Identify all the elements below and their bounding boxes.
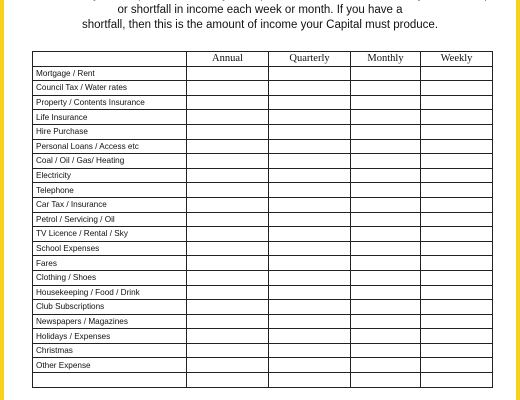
entry-cell-quarterly[interactable]: [269, 241, 351, 256]
entry-cell-monthly[interactable]: [351, 212, 421, 227]
entry-cell-weekly[interactable]: [421, 124, 493, 139]
entry-cell-monthly[interactable]: [351, 110, 421, 125]
entry-cell-monthly[interactable]: [351, 66, 421, 81]
table-row: [33, 110, 493, 125]
entry-cell-quarterly[interactable]: [269, 343, 351, 358]
table-row: [33, 168, 493, 183]
entry-cell-quarterly[interactable]: [269, 154, 351, 169]
entry-cell-weekly[interactable]: [421, 183, 493, 198]
row-label: Club Subscriptions: [33, 300, 187, 315]
row-label: Life Insurance: [33, 110, 187, 125]
table-row: [33, 329, 493, 344]
expenditure-table: [32, 51, 493, 388]
row-label: Clothing / Shoes: [33, 270, 187, 285]
table-row: [33, 256, 493, 271]
entry-cell-quarterly[interactable]: [269, 314, 351, 329]
entry-cell-monthly[interactable]: [351, 227, 421, 242]
table-row: [33, 81, 493, 96]
entry-cell-annual[interactable]: [187, 154, 269, 169]
entry-cell-quarterly[interactable]: [269, 270, 351, 285]
row-label: Coal / Oil / Gas/ Heating: [33, 154, 187, 169]
row-label: Telephone: [33, 183, 187, 198]
row-label: Property / Contents Insurance: [33, 95, 187, 110]
entry-cell-annual[interactable]: [187, 285, 269, 300]
row-label: Housekeeping / Food / Drink: [33, 285, 187, 300]
entry-cell-quarterly[interactable]: [269, 373, 351, 388]
entry-cell-quarterly[interactable]: [269, 183, 351, 198]
entry-cell-quarterly[interactable]: [269, 139, 351, 154]
entry-cell-monthly[interactable]: [351, 139, 421, 154]
entry-cell-quarterly[interactable]: [269, 256, 351, 271]
entry-cell-weekly[interactable]: [421, 373, 493, 388]
entry-cell-weekly[interactable]: [421, 168, 493, 183]
entry-cell-annual[interactable]: [187, 124, 269, 139]
table-row: [33, 285, 493, 300]
row-label: Newspapers / Magazines: [33, 314, 187, 329]
table-row: [33, 183, 493, 198]
entry-cell-quarterly[interactable]: [269, 81, 351, 96]
entry-cell-quarterly[interactable]: [269, 300, 351, 315]
row-label: Personal Loans / Access etc: [33, 139, 187, 154]
table-row: [33, 314, 493, 329]
entry-cell-monthly[interactable]: [351, 168, 421, 183]
instructions-line-3: shortfall, then this is the amount of income your Capital must produce.: [81, 19, 439, 31]
entry-cell-annual[interactable]: [187, 227, 269, 242]
table-row: [33, 95, 493, 110]
entry-cell-annual[interactable]: [187, 343, 269, 358]
entry-cell-annual[interactable]: [187, 329, 269, 344]
row-label: [33, 373, 187, 388]
row-label: Petrol / Servicing / Oil: [33, 212, 187, 227]
entry-cell-monthly[interactable]: [351, 300, 421, 315]
entry-cell-monthly[interactable]: [351, 343, 421, 358]
header-blank-cell: [33, 52, 187, 67]
instructions-line-2: or shortfall in income each week or month. If you have a: [117, 4, 403, 16]
table-row: [33, 227, 493, 242]
table-row: [33, 241, 493, 256]
entry-cell-weekly[interactable]: [421, 110, 493, 125]
entry-cell-weekly[interactable]: [421, 197, 493, 212]
entry-cell-annual[interactable]: [187, 95, 269, 110]
table-row: [33, 300, 493, 315]
entry-cell-weekly[interactable]: [421, 227, 493, 242]
table-body: [33, 66, 493, 387]
row-label: Mortgage / Rent: [33, 66, 187, 81]
entry-cell-annual[interactable]: [187, 373, 269, 388]
header-monthly: Monthly: [351, 52, 421, 67]
entry-cell-monthly[interactable]: [351, 314, 421, 329]
entry-cell-weekly[interactable]: [421, 358, 493, 373]
entry-cell-weekly[interactable]: [421, 154, 493, 169]
entry-cell-quarterly[interactable]: [269, 168, 351, 183]
table-row: [33, 139, 493, 154]
entry-cell-quarterly[interactable]: [269, 66, 351, 81]
entry-cell-quarterly[interactable]: [269, 124, 351, 139]
row-label: Hire Purchase: [33, 124, 187, 139]
entry-cell-monthly[interactable]: [351, 256, 421, 271]
table-row: [33, 212, 493, 227]
entry-cell-weekly[interactable]: [421, 300, 493, 315]
table-header-row: [33, 52, 493, 67]
instructions-text: [4, 0, 516, 33]
entry-cell-annual[interactable]: [187, 314, 269, 329]
table-row: [33, 66, 493, 81]
entry-cell-annual[interactable]: [187, 256, 269, 271]
row-label: School Expenses: [33, 241, 187, 256]
entry-cell-monthly[interactable]: [351, 285, 421, 300]
entry-cell-weekly[interactable]: [421, 270, 493, 285]
row-label: Council Tax / Water rates: [33, 81, 187, 96]
entry-cell-monthly[interactable]: [351, 124, 421, 139]
table-row: [33, 270, 493, 285]
entry-cell-monthly[interactable]: [351, 373, 421, 388]
entry-cell-quarterly[interactable]: [269, 329, 351, 344]
entry-cell-quarterly[interactable]: [269, 110, 351, 125]
entry-cell-quarterly[interactable]: [269, 197, 351, 212]
entry-cell-annual[interactable]: [187, 139, 269, 154]
row-label: Car Tax / Insurance: [33, 197, 187, 212]
entry-cell-weekly[interactable]: [421, 314, 493, 329]
table-row: [33, 358, 493, 373]
table-row: [33, 373, 493, 388]
entry-cell-annual[interactable]: [187, 110, 269, 125]
table-row: [33, 124, 493, 139]
row-label: Other Expense: [33, 358, 187, 373]
row-label: TV Licence / Rental / Sky: [33, 227, 187, 242]
entry-cell-weekly[interactable]: [421, 285, 493, 300]
entry-cell-monthly[interactable]: [351, 183, 421, 198]
entry-cell-weekly[interactable]: [421, 139, 493, 154]
entry-cell-weekly[interactable]: [421, 81, 493, 96]
entry-cell-monthly[interactable]: [351, 81, 421, 96]
row-label: Electricity: [33, 168, 187, 183]
entry-cell-quarterly[interactable]: [269, 212, 351, 227]
entry-cell-quarterly[interactable]: [269, 358, 351, 373]
row-label: Fares: [33, 256, 187, 271]
entry-cell-annual[interactable]: [187, 197, 269, 212]
entry-cell-weekly[interactable]: [421, 241, 493, 256]
entry-cell-weekly[interactable]: [421, 66, 493, 81]
entry-cell-monthly[interactable]: [351, 154, 421, 169]
header-weekly: Weekly: [421, 52, 493, 67]
header-annual: Annual: [187, 52, 269, 67]
entry-cell-monthly[interactable]: [351, 241, 421, 256]
entry-cell-annual[interactable]: [187, 81, 269, 96]
entry-cell-annual[interactable]: [187, 270, 269, 285]
header-quarterly: Quarterly: [269, 52, 351, 67]
entry-cell-weekly[interactable]: [421, 329, 493, 344]
entry-cell-monthly[interactable]: [351, 95, 421, 110]
entry-cell-monthly[interactable]: [351, 270, 421, 285]
entry-cell-annual[interactable]: [187, 66, 269, 81]
row-label: Christmas: [33, 343, 187, 358]
entry-cell-monthly[interactable]: [351, 197, 421, 212]
entry-cell-annual[interactable]: [187, 183, 269, 198]
entry-cell-monthly[interactable]: [351, 329, 421, 344]
entry-cell-quarterly[interactable]: [269, 285, 351, 300]
table-row: [33, 197, 493, 212]
entry-cell-annual[interactable]: [187, 241, 269, 256]
entry-cell-weekly[interactable]: [421, 343, 493, 358]
entry-cell-monthly[interactable]: [351, 358, 421, 373]
entry-cell-weekly[interactable]: [421, 212, 493, 227]
entry-cell-quarterly[interactable]: [269, 95, 351, 110]
entry-cell-annual[interactable]: [187, 358, 269, 373]
entry-cell-quarterly[interactable]: [269, 227, 351, 242]
entry-cell-annual[interactable]: [187, 212, 269, 227]
row-label: Holidays / Expenses: [33, 329, 187, 344]
table-row: [33, 343, 493, 358]
entry-cell-weekly[interactable]: [421, 256, 493, 271]
entry-cell-weekly[interactable]: [421, 95, 493, 110]
table-row: [33, 154, 493, 169]
entry-cell-annual[interactable]: [187, 168, 269, 183]
entry-cell-annual[interactable]: [187, 300, 269, 315]
